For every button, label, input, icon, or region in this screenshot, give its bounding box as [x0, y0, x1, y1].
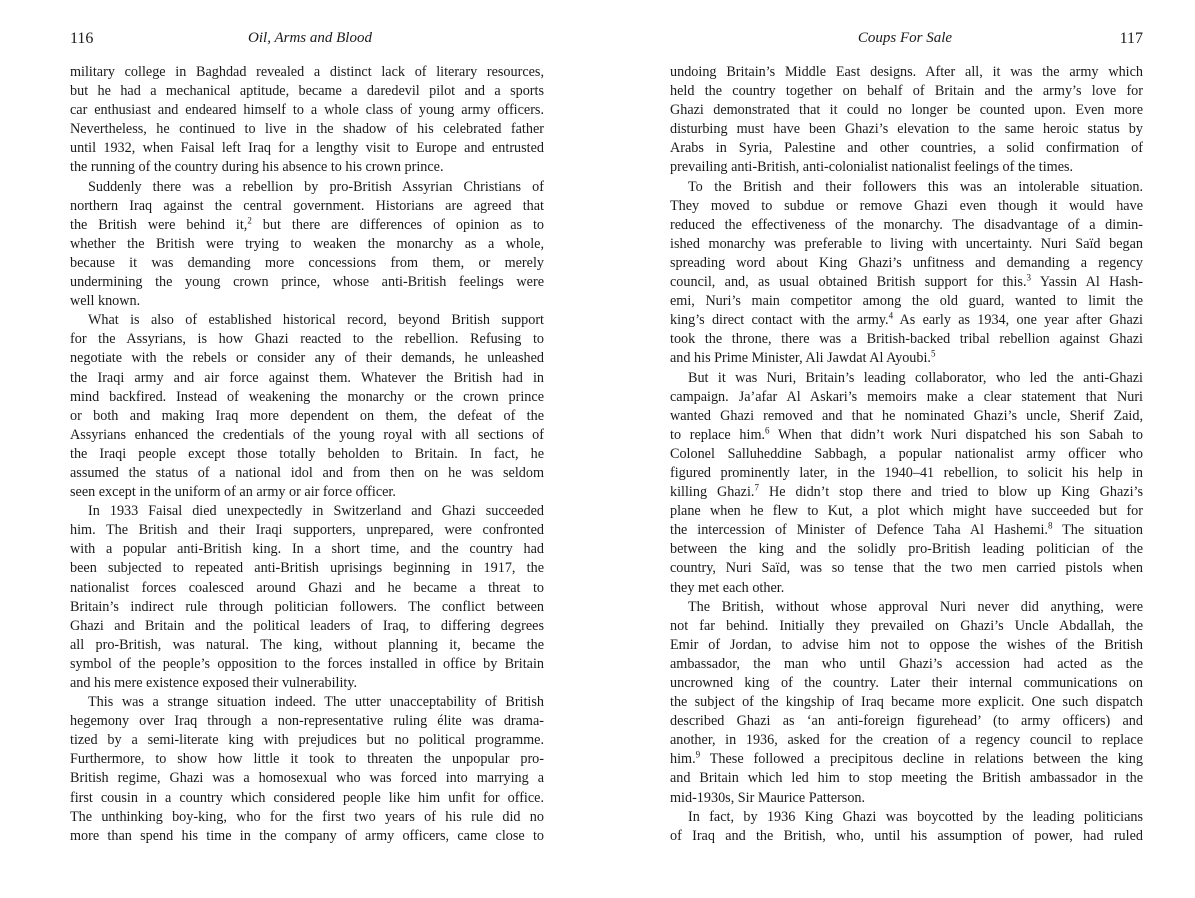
- line-text: military college in Baghdad revealed a distinct lack of literary resources,: [70, 64, 544, 80]
- text-line: [70, 750, 544, 769]
- line-text: But it was Nuri, Britain’s leading collaborator, who led the anti-Ghazi: [688, 369, 1143, 386]
- text-line: [70, 598, 544, 617]
- text-line: [70, 483, 544, 502]
- text-line: [670, 789, 1143, 808]
- text-line: [70, 369, 544, 388]
- line-text: held the country together on behalf of Britain and the army’s love for: [670, 83, 1143, 100]
- text-line: [670, 254, 1143, 273]
- line-text: In fact, by 1936 King Ghazi was boycotted by the leading politicians: [688, 808, 1143, 825]
- text-line: [670, 311, 1143, 330]
- line-text-continued: Yassin Al Hash-: [1031, 274, 1143, 291]
- text-line: [670, 464, 1143, 483]
- footnote-marker: 7: [754, 482, 759, 493]
- line-text: symbol of the people’s opposition to the forces installed in office by Britain: [70, 655, 544, 672]
- line-text: mid-1930s, Sir Maurice Patterson.: [670, 789, 866, 806]
- line-text-continued: As early as 1934, one year after Ghazi: [893, 312, 1143, 329]
- line-text: nationalist forces coalesced around Ghazi and he became a threat to: [70, 579, 544, 596]
- text-line: [670, 483, 1143, 502]
- text-line: [70, 216, 544, 235]
- line-text-continued: When that didn’t work Nuri dispatched his son Sabah to: [769, 426, 1143, 443]
- line-text: mind backfired. Instead of weakening the monarchy or the crown prince: [70, 388, 544, 405]
- text-line: [70, 158, 544, 177]
- line-text: for the Assyrians, is how Ghazi reacted to the rebellion. Refusing to: [70, 331, 544, 348]
- page-number: 116: [70, 30, 94, 47]
- text-line: [670, 407, 1143, 426]
- line-text: figured prominently later, in the 1940–41 rebellion, to solicit his help in: [670, 464, 1143, 481]
- text-line: [670, 101, 1143, 120]
- text-line: [70, 273, 544, 292]
- line-text-continued: The situation: [1052, 522, 1143, 539]
- text-line: [670, 139, 1143, 158]
- text-line: [70, 693, 544, 712]
- line-text: Nevertheless, he continued to live in the shadow of his celebrated father: [70, 121, 544, 138]
- text-line: [70, 330, 544, 349]
- line-text: of Iraq and the British, who, until his assumption of power, had ruled: [670, 827, 1143, 844]
- text-line: [70, 789, 544, 808]
- line-text: whether the British were trying to weaken the monarchy as a whole,: [70, 235, 544, 252]
- text-line: [70, 712, 544, 731]
- text-line: [70, 769, 544, 788]
- line-text: to replace him.: [670, 426, 766, 443]
- text-line: [70, 445, 544, 464]
- line-text: until 1932, when Faisal left Iraq for a lengthy visit to Europe and entrusted: [70, 140, 544, 157]
- text-line: [670, 808, 1143, 827]
- text-line: [670, 445, 1143, 464]
- line-text: between the king and the solidly pro-British leading politician of the: [670, 541, 1143, 558]
- text-line: [670, 63, 1143, 82]
- footnote-marker: 9: [695, 749, 701, 760]
- line-text: the Iraqi army and air force against them. Whatever the British had in: [70, 369, 544, 386]
- line-text: assumed the status of a national idol and from then on he was seldom: [70, 464, 544, 481]
- line-text: him.: [670, 751, 696, 768]
- line-text-continued: but there are differences of opinion as to: [251, 216, 544, 233]
- line-text: seen except in the uniform of an army or air force officer.: [70, 484, 396, 501]
- right-page-header: [670, 30, 1143, 52]
- line-text: the intercession of Minister of Defence Taha Al Hashemi.: [670, 522, 1048, 539]
- line-text: In 1933 Faisal died unexpectedly in Switzerland and Ghazi succeeded: [88, 503, 544, 520]
- line-text-continued: He didn’t stop there and tried to blow up King Ghazi’s: [758, 484, 1143, 501]
- left-page-body: [70, 63, 544, 846]
- text-line: [70, 464, 544, 483]
- text-line: [70, 731, 544, 750]
- line-text: and Britain which led him to stop meeting the British ambassador in the: [670, 770, 1143, 787]
- line-text: wanted Ghazi removed and that he nominated Ghazi’s uncle, Sherif Zaid,: [670, 407, 1143, 424]
- text-line: [670, 426, 1143, 445]
- line-text: took the throne, there was a British-backed tribal rebellion against Ghazi: [670, 331, 1143, 348]
- footnote-marker: 4: [888, 310, 894, 321]
- text-line: [70, 254, 544, 273]
- text-line: [70, 827, 544, 846]
- text-line: [670, 197, 1143, 216]
- text-line: [670, 750, 1143, 769]
- line-text: car enthusiast and endeared himself to a whole class of young army officers.: [70, 102, 544, 119]
- line-text: plane when he flew to Kut, a plot which might have succeeded but for: [670, 503, 1143, 520]
- line-text: Suddenly there was a rebellion by pro-British Assyrian Christians of: [88, 178, 544, 195]
- line-text: they met each other.: [670, 579, 785, 596]
- line-text: Britain’s indirect rule through politician followers. The conflict between: [70, 598, 544, 615]
- line-text: Ghazi and Britain and the political leaders of Iraq, to differing degrees: [70, 617, 544, 634]
- line-text: first cousin in a country which considered people like him unfit for office.: [70, 789, 544, 806]
- text-line: [670, 369, 1143, 388]
- footnote-marker: 6: [765, 425, 770, 436]
- line-text: council, and, as usual obtained British support for this.: [670, 274, 1027, 291]
- text-line: [70, 120, 544, 139]
- line-text: all pro-British, was natural. The king, without planning it, became the: [70, 636, 544, 653]
- text-line: [670, 349, 1143, 368]
- text-line: [70, 388, 544, 407]
- text-line: [670, 521, 1143, 540]
- text-line: [70, 63, 544, 82]
- line-text: described Ghazi as ‘an anti-foreign figurehead’ (to army officers) and: [670, 713, 1143, 730]
- line-text: Arabs in Syria, Palestine and other countries, a solid confirmation of: [670, 140, 1143, 157]
- text-line: [70, 559, 544, 578]
- line-text: and his Prime Minister, Ali Jawdat Al Ayoubi.: [670, 350, 931, 367]
- text-line: [70, 426, 544, 445]
- line-text: Emir of Jordan, to advise him not to oppose the wishes of the British: [670, 636, 1143, 653]
- text-line: [670, 636, 1143, 655]
- line-text: reduced the effectiveness of the monarchy. The disadvantage of a dimin-: [670, 216, 1143, 233]
- line-text: This was a strange situation indeed. The utter unacceptability of British: [88, 694, 544, 711]
- running-head: Coups For Sale: [857, 30, 953, 46]
- text-line: [70, 655, 544, 674]
- line-text: been subjected to repeated anti-British uprisings beginning in 1917, the: [70, 560, 544, 577]
- text-line: [70, 407, 544, 426]
- text-line: [70, 540, 544, 559]
- line-text: uncrowned king of the country. Later their internal communications on: [670, 675, 1143, 691]
- text-line: [670, 216, 1143, 235]
- text-line: [70, 636, 544, 655]
- line-text: and his mere existence exposed their vulnerability.: [70, 675, 358, 691]
- line-text: The British, without whose approval Nuri never did anything, were: [688, 598, 1143, 615]
- text-line: [70, 311, 544, 330]
- text-line: [670, 617, 1143, 636]
- text-line: [670, 579, 1143, 598]
- text-line: [670, 82, 1143, 101]
- line-text: killing Ghazi.: [670, 484, 755, 501]
- text-line: [670, 655, 1143, 674]
- line-text: the subject of the kingship of Iraq became more explicit. One such dispatch: [670, 694, 1143, 711]
- text-line: [70, 502, 544, 521]
- line-text: another, in 1936, asked for the creation of a regency council to replace: [670, 732, 1143, 749]
- line-text: tized by a semi-literate king with prejudices but no political programme.: [70, 732, 544, 749]
- text-line: [670, 559, 1143, 578]
- line-text: the running of the country during his absence to his crown prince.: [70, 159, 444, 176]
- text-line: [670, 502, 1143, 521]
- line-text: or both and making Iraq more dependent on them, the defeat of the: [70, 407, 544, 424]
- line-text: not far behind. Initially they prevailed on Ghazi’s Uncle Abdallah, the: [670, 617, 1143, 634]
- text-line: [70, 292, 544, 311]
- text-line: [70, 579, 544, 598]
- line-text: northern Iraq against the central government. Historians are agreed that: [70, 197, 544, 214]
- text-line: [670, 273, 1143, 292]
- line-text: because it was demanding more concessions from them, or merely: [70, 254, 544, 271]
- line-text: him. The British and their Iraqi supporters, unprepared, were confronted: [70, 522, 544, 539]
- line-text: prevailing anti-British, anti-colonialist nationalist feelings of the times.: [670, 159, 1074, 176]
- line-text: Ghazi demonstrated that it could no longer be counted upon. Even more: [670, 102, 1143, 119]
- line-text: emi, Nuri’s main competitor among the old guard, wanted to limit the: [670, 293, 1143, 310]
- text-line: [70, 139, 544, 158]
- line-text: more than spend his time in the company of army officers, came close to: [70, 827, 544, 844]
- text-line: [70, 349, 544, 368]
- line-text: but he had a mechanical aptitude, became a daredevil pilot and a sports: [70, 83, 544, 100]
- text-line: [670, 120, 1143, 139]
- text-line: [670, 292, 1143, 311]
- line-text: The unthinking boy-king, who for the first two years of his rule did no: [70, 808, 544, 825]
- text-line: [670, 388, 1143, 407]
- text-line: [70, 197, 544, 216]
- text-line: [670, 712, 1143, 731]
- line-text: ished monarchy was preferable to living with uncertainty. Nuri Saïd began: [670, 235, 1143, 252]
- line-text: What is also of established historical record, beyond British support: [88, 312, 544, 329]
- line-text: well known.: [70, 293, 141, 310]
- line-text: country, Nuri Saïd, was so tense that the two men carried pistols when: [670, 560, 1143, 577]
- page-number: 117: [1119, 30, 1143, 47]
- line-text: hegemony over Iraq through a non-representative ruling élite was drama-: [70, 713, 544, 730]
- line-text: Colonel Salluheddine Sabbagh, a popular nationalist army officer who: [670, 445, 1143, 462]
- text-line: [70, 808, 544, 827]
- text-line: [70, 235, 544, 254]
- line-text: with a popular anti-British king. In a short time, and the country had: [70, 541, 544, 558]
- line-text: the British were behind it,: [70, 216, 248, 233]
- footnote-marker: 3: [1026, 272, 1031, 283]
- text-line: [670, 330, 1143, 349]
- line-text: British regime, Ghazi was a homosexual who was forced into marrying a: [70, 770, 544, 787]
- text-line: [670, 731, 1143, 750]
- line-text: undoing Britain’s Middle East designs. After all, it was the army which: [670, 64, 1143, 80]
- line-text: campaign. Ja’afar Al Askari’s memoirs make a clear statement that Nuri: [670, 388, 1143, 405]
- text-line: [670, 827, 1143, 846]
- text-line: [670, 693, 1143, 712]
- line-text: king’s direct contact with the army.: [670, 312, 889, 329]
- line-text: They moved to subdue or remove Ghazi even though it would have: [670, 197, 1143, 214]
- left-page-header: [70, 30, 544, 52]
- running-head: Oil, Arms and Blood: [248, 30, 372, 46]
- footnote-marker: 5: [930, 348, 936, 359]
- text-line: [670, 598, 1143, 617]
- text-line: [70, 617, 544, 636]
- line-text: ambassador, the man who until Ghazi’s accession had acted as the: [670, 655, 1143, 672]
- line-text: negotiate with the rebels or consider any of their demands, he unleashed: [70, 350, 544, 367]
- text-line: [670, 235, 1143, 254]
- right-page-body: [670, 63, 1143, 846]
- footnote-marker: 2: [247, 215, 252, 226]
- line-text: To the British and their followers this was an intolerable situation.: [688, 178, 1143, 195]
- text-line: [670, 674, 1143, 693]
- text-line: [70, 521, 544, 540]
- line-text: undermining the young crown prince, whose anti-British feelings were: [70, 274, 544, 291]
- text-line: [670, 158, 1143, 177]
- text-line: [70, 101, 544, 120]
- line-text: spreading word about King Ghazi’s unfitness and demanding a regency: [670, 254, 1143, 271]
- text-line: [70, 82, 544, 101]
- text-line: [670, 769, 1143, 788]
- line-text: Furthermore, to show how little it took to threaten the unpopular pro-: [70, 751, 544, 768]
- text-line: [70, 178, 544, 197]
- text-line: [670, 540, 1143, 559]
- footnote-marker: 8: [1047, 520, 1053, 531]
- line-text-continued: These followed a precipitous decline in relations between the king: [700, 751, 1143, 768]
- line-text: disturbing must have been Ghazi’s elevation to the same heroic status by: [670, 121, 1143, 138]
- line-text: Assyrians enhanced the credentials of the young royal with all sections of: [70, 426, 544, 443]
- line-text: the Iraqi people except those totally beholden to Britain. In fact, he: [70, 445, 544, 462]
- text-line: [70, 674, 544, 693]
- text-line: [670, 178, 1143, 197]
